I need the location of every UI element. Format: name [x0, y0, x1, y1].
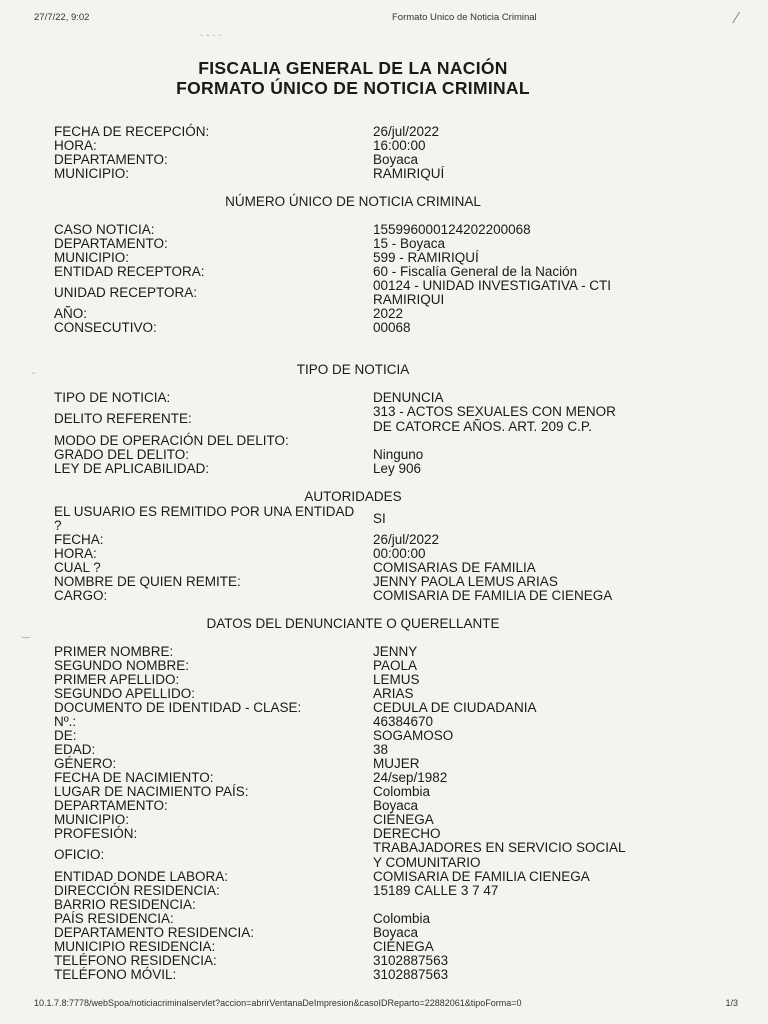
value: JENNY — [373, 644, 418, 659]
label: ENTIDAD RECEPTORA: — [54, 264, 205, 279]
label: DEPARTAMENTO: — [54, 236, 168, 251]
label: EDAD: — [54, 742, 96, 757]
label: EL USUARIO ES REMITIDO POR UNA ENTIDAD — [54, 504, 355, 519]
value: 24/sep/1982 — [373, 770, 448, 785]
label: GÉNERO: — [54, 756, 117, 771]
value: Boyaca — [373, 152, 419, 167]
value: 00124 - UNIDAD INVESTIGATIVA - CTI — [373, 278, 612, 293]
label: NOMBRE DE QUIEN REMITE: — [54, 574, 241, 589]
label: FECHA: — [54, 532, 104, 547]
label: CASO NOTICIA: — [54, 222, 155, 237]
print-datetime: 27/7/22, 9:02 — [34, 12, 90, 23]
document-title — [0, 58, 706, 98]
title-line-1: FISCALIA GENERAL DE LA NACIÓN — [198, 58, 508, 78]
section-title-numero-unico: NÚMERO ÚNICO DE NOTICIA CRIMINAL — [225, 194, 481, 209]
page-number: 1/3 — [725, 998, 738, 1008]
scan-speck: · ‐ · · — [200, 30, 222, 41]
value: Boyaca — [373, 925, 419, 940]
value: 00:00:00 — [373, 546, 426, 561]
value: 26/jul/2022 — [373, 124, 440, 139]
value: CEDULA DE CIUDADANIA — [373, 700, 537, 715]
label: MUNICIPIO: — [54, 250, 130, 265]
value: MUJER — [373, 756, 420, 771]
label: FECHA DE NACIMIENTO: — [54, 770, 214, 785]
value: 15 - Boyaca — [373, 236, 446, 251]
label: SEGUNDO APELLIDO: — [54, 686, 196, 701]
value: Y COMUNITARIO — [373, 855, 481, 870]
value: ARIAS — [373, 686, 414, 701]
value: CIÉNEGA — [373, 939, 434, 954]
label: Nº.: — [54, 714, 77, 729]
value: COMISARIA DE FAMILIA CIENEGA — [373, 869, 590, 884]
value: Ley 906 — [373, 461, 422, 476]
value: SOGAMOSO — [373, 728, 454, 743]
value: 155996000124202200068 — [373, 222, 531, 237]
section-title-tipo-noticia: TIPO DE NOTICIA — [296, 362, 410, 377]
label: MUNICIPIO: — [54, 812, 130, 827]
value: RAMIRIQUÍ — [373, 166, 445, 181]
label: BARRIO RESIDENCIA: — [54, 897, 196, 912]
print-page-title: Formato Unico de Noticia Criminal — [392, 12, 537, 23]
value: Colombia — [373, 784, 431, 799]
value: 46384670 — [373, 714, 434, 729]
label: PAÍS RESIDENCIA: — [54, 911, 174, 926]
value: CIÉNEGA — [373, 812, 434, 827]
value: RAMIRIQUI — [373, 292, 445, 307]
label: CONSECUTIVO: — [54, 320, 157, 335]
label: DELITO REFERENTE: — [54, 411, 192, 426]
label: DE: — [54, 728, 77, 743]
label: LEY DE APLICABILIDAD: — [54, 461, 210, 476]
value: Boyaca — [373, 798, 419, 813]
section-title-autoridades: AUTORIDADES — [304, 489, 402, 504]
value: DERECHO — [373, 826, 441, 841]
value: 38 — [373, 742, 389, 757]
value: 599 - RAMIRIQUÍ — [373, 250, 479, 265]
label: OFICIO: — [54, 847, 105, 862]
scan-speck: ‿ — [22, 628, 31, 639]
value: 60 - Fiscalía General de la Nación — [373, 264, 578, 279]
label: UNIDAD RECEPTORA: — [54, 285, 198, 300]
label: ENTIDAD DONDE LABORA: — [54, 869, 229, 884]
label: HORA: — [54, 138, 97, 153]
scan-speck: ‐ — [32, 368, 36, 379]
value: COMISARIA DE FAMILIA DE CIENEGA — [373, 588, 613, 603]
value: JENNY PAOLA LEMUS ARIAS — [373, 574, 558, 589]
value: 313 - ACTOS SEXUALES CON MENOR — [373, 404, 616, 419]
label: TELÉFONO RESIDENCIA: — [54, 953, 217, 968]
value: DE CATORCE AÑOS. ART. 209 C.P. — [373, 419, 592, 434]
label: MUNICIPIO: — [54, 166, 130, 181]
label: PROFESIÓN: — [54, 826, 138, 841]
label: GRADO DEL DELITO: — [54, 447, 190, 462]
value: 00068 — [373, 320, 411, 335]
value: Ninguno — [373, 447, 424, 462]
label: TELÉFONO MÓVIL: — [54, 967, 177, 982]
label: MODO DE OPERACIÓN DEL DELITO: — [54, 433, 289, 448]
value: PAOLA — [373, 658, 418, 673]
label: PRIMER APELLIDO: — [54, 672, 180, 687]
label: DEPARTAMENTO: — [54, 798, 168, 813]
label: DIRECCIÓN RESIDENCIA: — [54, 883, 220, 898]
value: 26/jul/2022 — [373, 532, 440, 547]
label: MUNICIPIO RESIDENCIA: — [54, 939, 216, 954]
label: HORA: — [54, 546, 97, 561]
pen-mark-icon: ⁄ — [735, 10, 738, 27]
value: TRABAJADORES EN SERVICIO SOCIAL — [373, 840, 626, 855]
value: Colombia — [373, 911, 431, 926]
label: DEPARTAMENTO: — [54, 152, 168, 167]
print-url: 10.1.7.8:7778/webSpoa/noticiacriminalservlet?accion=abrirVentanaDeImpresion&casoIDReparto=22882061&tipoForma=0 — [34, 998, 522, 1008]
label: PRIMER NOMBRE: — [54, 644, 174, 659]
value: 16:00:00 — [373, 138, 426, 153]
value: COMISARIAS DE FAMILIA — [373, 560, 536, 575]
value: 3102887563 — [373, 953, 449, 968]
label: TIPO DE NOTICIA: — [54, 390, 171, 405]
label: SEGUNDO NOMBRE: — [54, 658, 190, 673]
value: 2022 — [373, 306, 404, 321]
value: 3102887563 — [373, 967, 449, 982]
label: LUGAR DE NACIMIENTO PAÍS: — [54, 784, 249, 799]
label: ? — [54, 518, 62, 533]
value: DENUNCIA — [373, 390, 444, 405]
value: LEMUS — [373, 672, 420, 687]
label: CUAL ? — [54, 560, 101, 575]
label: DEPARTAMENTO RESIDENCIA: — [54, 925, 255, 940]
section-title-denunciante: DATOS DEL DENUNCIANTE O QUERELLANTE — [206, 616, 500, 631]
label: DOCUMENTO DE IDENTIDAD - CLASE: — [54, 700, 302, 715]
label: FECHA DE RECEPCIÓN: — [54, 124, 210, 139]
label: CARGO: — [54, 588, 108, 603]
value: SI — [373, 511, 386, 526]
title-line-2: FORMATO ÚNICO DE NOTICIA CRIMINAL — [176, 78, 530, 98]
value: 15189 CALLE 3 7 47 — [373, 883, 499, 898]
label: AÑO: — [54, 306, 88, 321]
